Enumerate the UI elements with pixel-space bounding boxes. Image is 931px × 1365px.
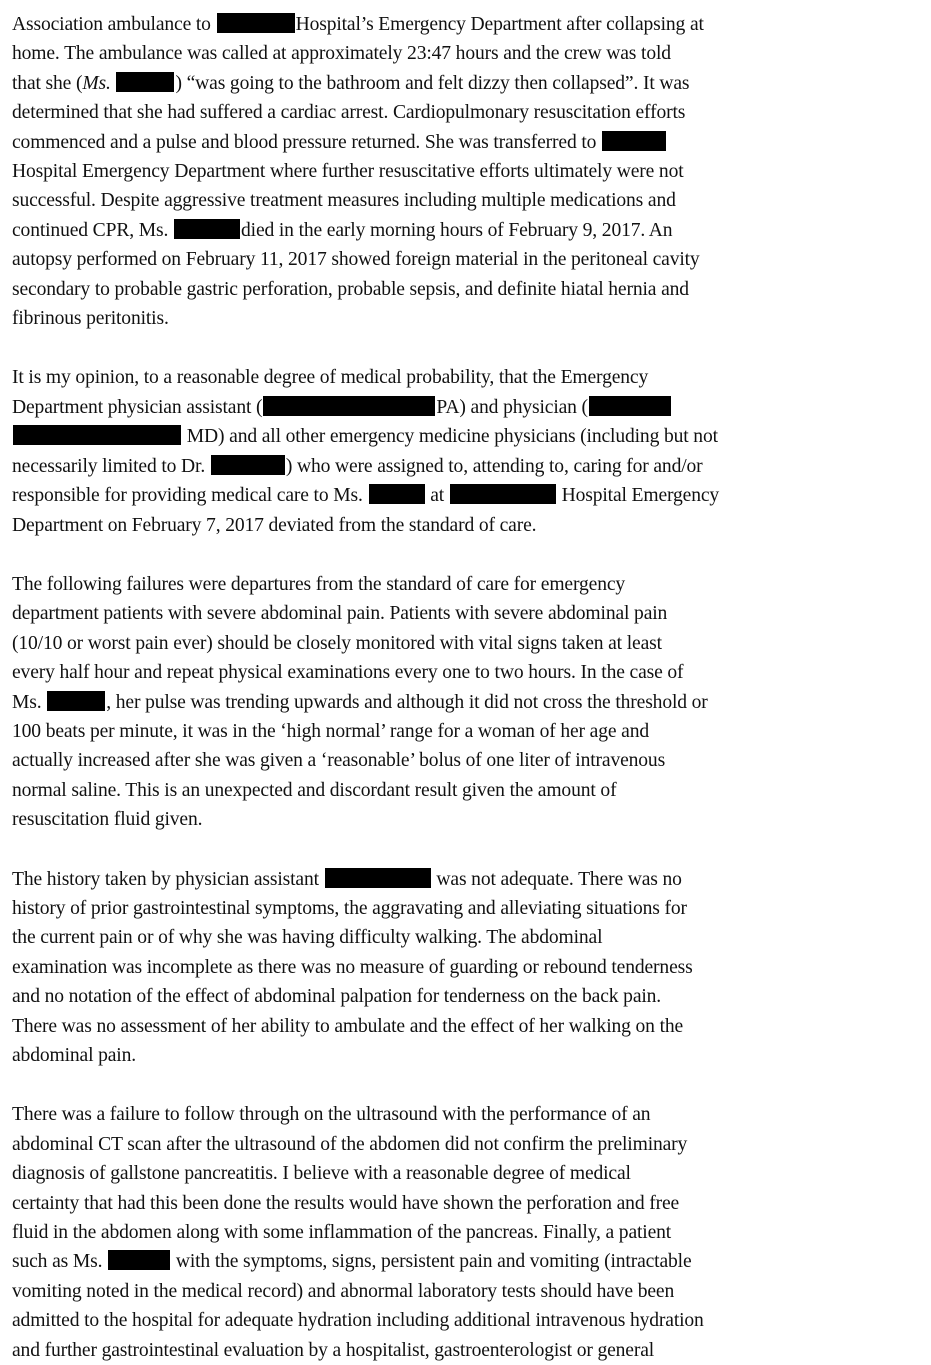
text-run: admitted to the hospital for adequate hydration including additional intravenous hydration [12,1310,704,1332]
text-line [12,894,911,923]
text-line [12,1130,911,1159]
text-run: autopsy performed on February 11, 2017 showed foreign material in the peritoneal cavity [12,249,700,271]
text-line [12,216,911,245]
text-line [12,688,911,717]
text-line [12,776,911,805]
text-line [12,1100,911,1129]
text-run: abdominal CT scan after the ultrasound of the abdomen did not confirm the preliminary [12,1133,688,1155]
text-run: department patients with severe abdominal pain. Patients with severe abdominal pain [12,603,668,625]
text-line [12,1041,911,1070]
redaction-box [325,868,431,888]
text-run: MD) and all other emergency medicine physicians (including but not [182,426,718,448]
text-run: ) “was going to the bathroom and felt dizzy then collapsed”. It was [175,72,690,94]
text-run: normal saline. This is an unexpected and discordant result given the amount of [12,779,617,801]
text-run: resuscitation fluid given. [12,809,203,831]
text-line [12,746,911,775]
redaction-box [47,691,105,711]
paragraph [12,10,911,333]
text-run: history of prior gastrointestinal symptoms, the aggravating and alleviating situations for [12,897,687,919]
text-run: Hospital Emergency [556,485,720,507]
redaction-box [263,396,435,416]
redaction-box [450,484,556,504]
text-run: that she ( [12,72,83,94]
redaction-box [369,484,425,504]
text-run: , her pulse was trending upwards and although it did not cross the threshold or [106,691,708,713]
text-line [12,1012,911,1041]
text-run: commenced and a pulse and blood pressure returned. She was transferred to [12,131,602,153]
text-run: There was no assessment of her ability to ambulate and the effect of her walking on the [12,1015,684,1037]
text-run: Ms. [12,691,47,713]
text-line [12,422,911,451]
text-line [12,363,911,392]
text-run: necessarily limited to Dr. [12,455,210,477]
text-line [12,570,911,599]
text-line [12,1189,911,1218]
redaction-box [589,396,671,416]
text-run: Department on February 7, 2017 deviated from the standard of care. [12,514,537,536]
text-run: successful. Despite aggressive treatment measures including multiple medications and [12,190,676,212]
text-line [12,865,911,894]
text-run: PA) and physician ( [436,396,588,418]
redaction-box [211,455,285,475]
text-run: certainty that had this been done the results would have shown the perforation and free [12,1192,680,1214]
paragraph-gap [12,540,911,570]
text-run: and further gastrointestinal evaluation by a hospitalist, gastroenterologist or general [12,1339,655,1361]
text-run: was not adequate. There was no [431,868,682,890]
text-run: at [425,485,449,507]
redaction-box [174,219,240,239]
redaction-box [602,131,666,151]
text-run: 100 beats per minute, it was in the ‘high normal’ range for a woman of her age and [12,720,649,742]
text-run: Association ambulance to [12,14,216,35]
text-line [12,629,911,658]
text-line [12,599,911,628]
text-run: Department physician assistant ( [12,396,263,418]
text-line [12,481,911,510]
text-run: Hospital’s Emergency Department after collapsing at [295,14,704,35]
text-run: Hospital Emergency Department where further resuscitative efforts ultimately were not [12,161,684,183]
text-run: fluid in the abdomen along with some inflammation of the pancreas. Finally, a patient [12,1222,672,1244]
text-line [12,39,911,68]
redaction-box [217,13,295,33]
text-line [12,304,911,333]
italic-text-run: Ms. [82,72,116,94]
text-run: secondary to probable gastric perforation, probable sepsis, and definite hiatal hernia and [12,278,689,300]
text-line [12,393,911,422]
text-line [12,128,911,157]
text-line [12,953,911,982]
text-run: It is my opinion, to a reasonable degree of medical probability, that the Emergency [12,367,649,389]
text-line [12,658,911,687]
text-line [12,923,911,952]
text-run: responsible for providing medical care to Ms. [12,485,368,507]
text-run: every half hour and repeat physical examinations every one to two hours. In the case of [12,662,684,684]
text-run: home. The ambulance was called at approximately 23:47 hours and the crew was told [12,43,671,65]
text-line [12,186,911,215]
paragraph-gap [12,333,911,363]
text-run: abdominal pain. [12,1045,136,1066]
text-run: actually increased after she was given a ‘reasonable’ bolus of one liter of intravenous [12,750,666,772]
text-line [12,69,911,98]
text-run: The following failures were departures from the standard of care for emergency [12,573,626,595]
text-line [12,1277,911,1306]
paragraph-gap [12,835,911,865]
paragraph [12,363,911,539]
text-run: determined that she had suffered a cardiac arrest. Cardiopulmonary resuscitation efforts [12,102,686,124]
redaction-box [13,425,181,445]
text-line [12,245,911,274]
text-run: such as Ms. [12,1251,108,1273]
text-run: with the symptoms, signs, persistent pain and vomiting (intractable [171,1251,692,1273]
text-line [12,717,911,746]
text-line [12,511,911,540]
text-run: vomiting noted in the medical record) and abnormal laboratory tests should have been [12,1280,675,1302]
text-run: The history taken by physician assistant [12,868,324,890]
text-run: diagnosis of gallstone pancreatitis. I believe with a reasonable degree of medical [12,1163,631,1185]
text-line [12,157,911,186]
text-line [12,1336,911,1365]
text-run: ) who were assigned to, attending to, caring for and/or [285,455,703,477]
text-line [12,452,911,481]
redaction-box [116,72,174,92]
text-line [12,982,911,1011]
text-line [12,1306,911,1335]
text-run: There was a failure to follow through on the ultrasound with the performance of an [12,1104,651,1126]
text-run: fibrinous peritonitis. [12,308,169,330]
text-run: examination was incomplete as there was no measure of guarding or rebound tenderness [12,956,693,978]
text-line [12,275,911,304]
text-run: the current pain or of why she was having difficulty walking. The abdominal [12,927,603,949]
text-run: died in the early morning hours of February 9, 2017. An [241,219,673,241]
text-line [12,98,911,127]
text-line [12,10,911,39]
text-line [12,1159,911,1188]
paragraph [12,865,911,1071]
redaction-box [108,1250,170,1270]
paragraph-gap [12,1070,911,1100]
paragraph [12,570,911,835]
text-run: (10/10 or worst pain ever) should be closely monitored with vital signs taken at least [12,632,662,654]
paragraph [12,1100,911,1365]
text-line [12,1247,911,1276]
text-line [12,805,911,834]
text-line [12,1218,911,1247]
text-run: continued CPR, Ms. [12,219,173,241]
text-run: and no notation of the effect of abdominal palpation for tenderness on the back pain. [12,986,662,1008]
